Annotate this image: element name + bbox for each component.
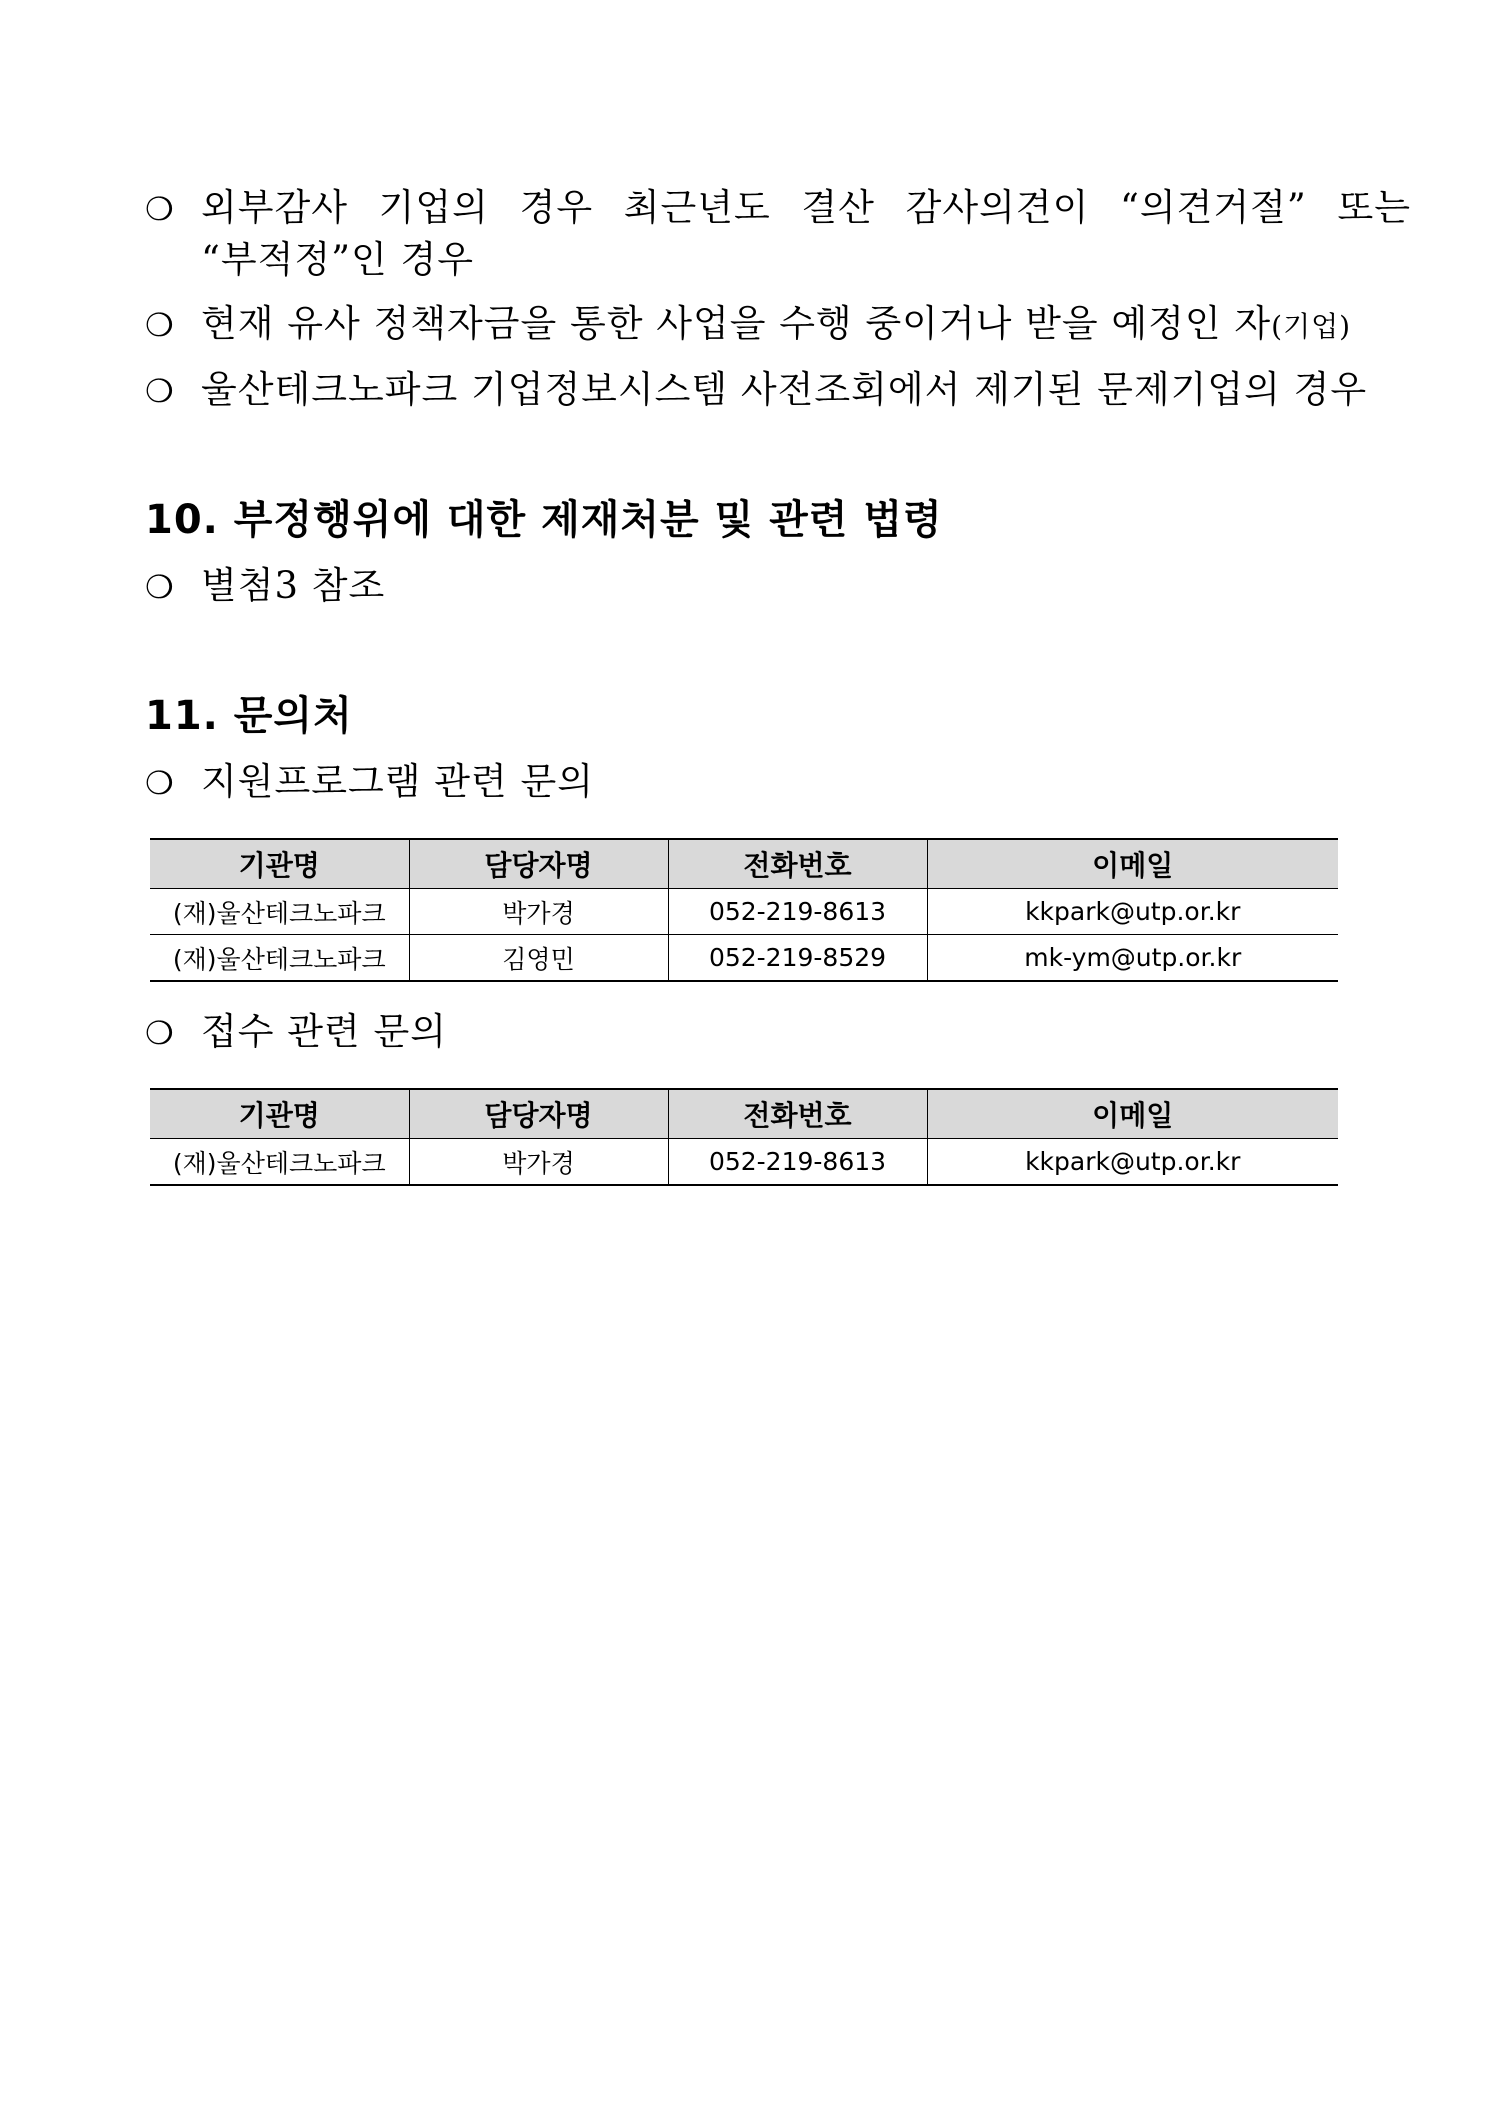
bullet-item-problem-company [145,364,1368,417]
cell-organization: (재)울산테크노파크 [150,935,409,982]
section-heading-11: 11. 문의처 [145,693,353,739]
bullet-text: 지원프로그램 관련 문의 [201,760,594,803]
column-header-email: 이메일 [927,1089,1338,1139]
bullet-text: 외부감사 기업의 경우 최근년도 결산 감사의견이 “의견거절” 또는 [201,186,1411,229]
table-row [150,889,1338,935]
circle-bullet-icon: ❍ [145,764,174,802]
column-header-email: 이메일 [927,839,1338,889]
column-header-organization: 기관명 [150,839,409,889]
cell-email: mk-ym@utp.or.kr [927,935,1338,982]
circle-bullet-icon: ❍ [145,372,174,410]
bullet-item-appendix [145,560,1360,613]
column-header-manager: 담당자명 [409,839,668,889]
bullet-item-reception-inquiry [145,1006,1360,1059]
bullet-text [201,298,1351,353]
cell-manager: 박가경 [409,889,668,935]
table-header-row [150,839,1338,889]
circle-bullet-icon: ❍ [145,190,174,228]
bullet-text: 별첨3 참조 [201,564,386,607]
cell-phone: 052-219-8529 [668,935,927,982]
cell-phone: 052-219-8613 [668,889,927,935]
bullet-item-audit-opinion [145,182,1411,235]
section-heading-10: 10. 부정행위에 대한 제재처분 및 관련 법령 [145,497,943,543]
circle-bullet-icon: ❍ [145,1014,174,1052]
circle-bullet-icon: ❍ [145,306,174,344]
table-row [150,935,1338,982]
cell-organization: (재)울산테크노파크 [150,889,409,935]
column-header-manager: 담당자명 [409,1089,668,1139]
bullet-item-program-inquiry [145,756,1360,809]
table-row [150,1139,1338,1186]
bullet-text-main: 현재 유사 정책자금을 통한 사업을 수행 중이거나 받을 예정인 자 [201,302,1272,345]
table-header-row [150,1089,1338,1139]
bullet-text-continuation: “부적정”인 경우 [201,238,475,281]
cell-manager: 박가경 [409,1139,668,1186]
cell-email: kkpark@utp.or.kr [927,1139,1338,1186]
cell-manager: 김영민 [409,935,668,982]
column-header-organization: 기관명 [150,1089,409,1139]
bullet-text: 접수 관련 문의 [201,1010,447,1053]
cell-email: kkpark@utp.or.kr [927,889,1338,935]
column-header-phone: 전화번호 [668,1089,927,1139]
cell-phone: 052-219-8613 [668,1139,927,1186]
program-contact-table [150,838,1338,982]
column-header-phone: 전화번호 [668,839,927,889]
bullet-item-policy-fund [145,298,1360,353]
circle-bullet-icon: ❍ [145,568,174,606]
reception-contact-table [150,1088,1338,1186]
bullet-text-suffix: (기업) [1271,310,1352,343]
bullet-text: 울산테크노파크 기업정보시스템 사전조회에서 제기된 문제기업의 경우 [201,368,1368,411]
cell-organization: (재)울산테크노파크 [150,1139,409,1186]
